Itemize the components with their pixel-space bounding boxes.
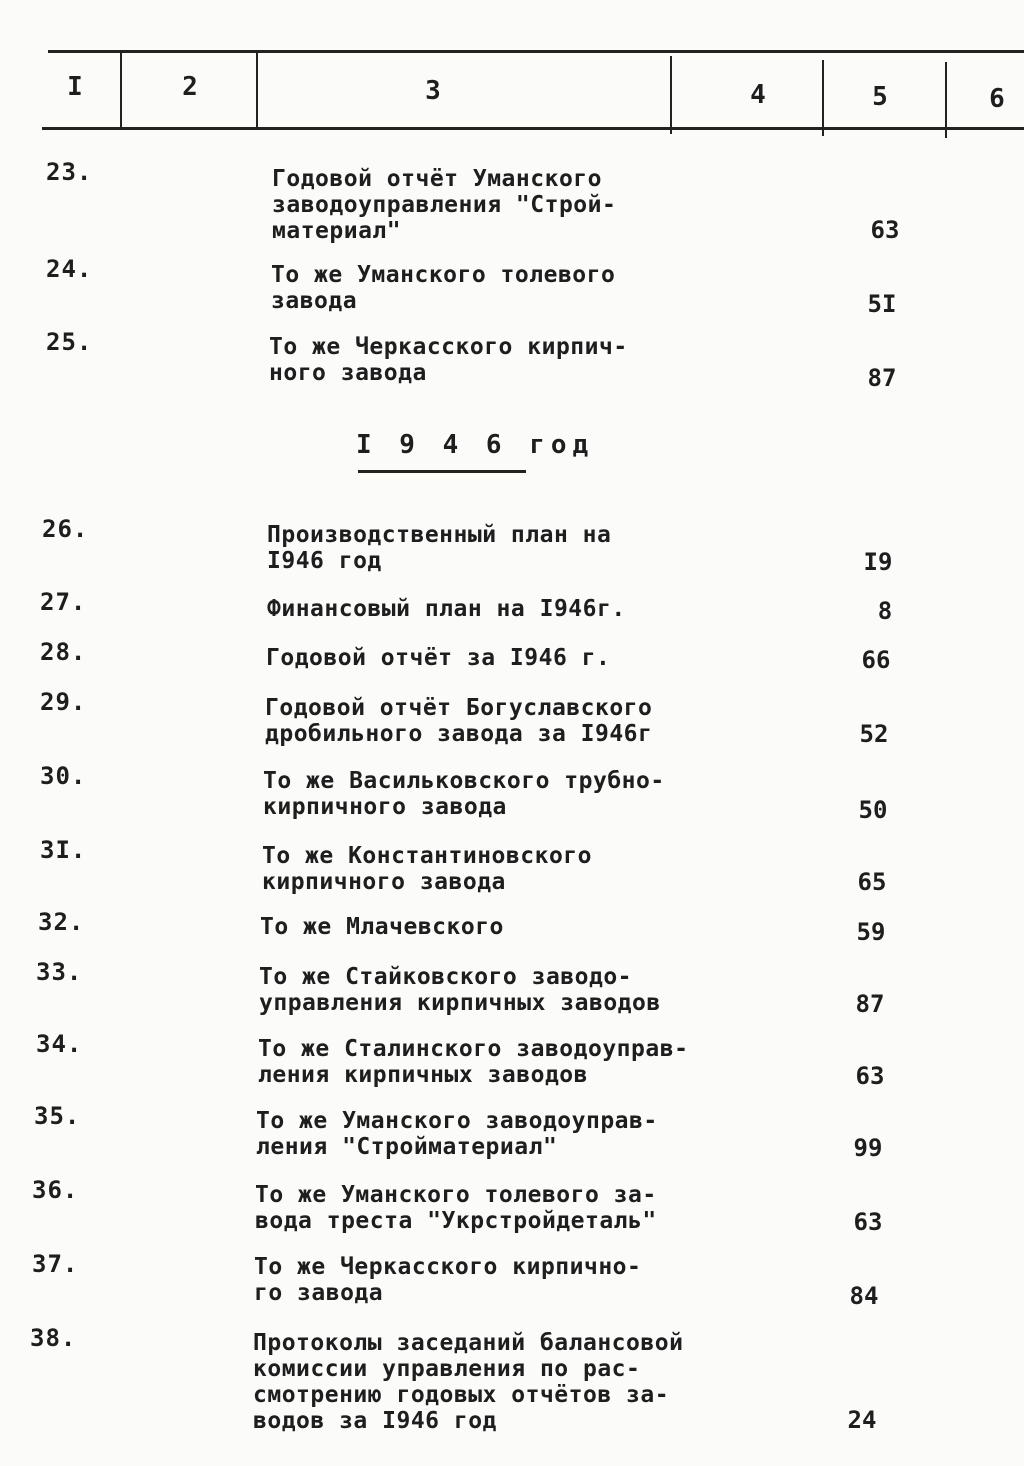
entry-pages: 59 <box>856 918 886 946</box>
header-divider-1 <box>120 52 122 128</box>
header-divider-5 <box>945 62 947 138</box>
entry-pages: 52 <box>859 720 889 748</box>
entry-title: То же Уманского толевого за- вода треста "Укрстройдеталь" <box>255 1182 657 1234</box>
entry-title: То же Сталинского заводоуправ- ления кирпичных заводов <box>258 1036 689 1088</box>
entry-number: 33. <box>36 958 83 986</box>
entry-pages: 24 <box>847 1406 877 1434</box>
year-heading-underline <box>358 470 526 473</box>
entry-number: 27. <box>40 588 87 616</box>
entry-pages: 8 <box>877 597 893 625</box>
entry-number: 24. <box>46 255 93 283</box>
entry-title: Годовой отчёт за I946 г. <box>266 645 611 671</box>
entry-pages: 87 <box>855 990 885 1018</box>
entry-title: То же Черкасского кирпич- ного завода <box>269 334 628 386</box>
entry-pages: 65 <box>857 868 887 896</box>
entry-title: Производственный план на I946 год <box>267 522 612 574</box>
entry-title: Протоколы заседаний балансовой комиссии управления по рас- смотрению годовых отчётов за- водов за I946 год <box>253 1330 684 1434</box>
entry-title: То же Черкасского кирпично- го завода <box>254 1254 642 1306</box>
entry-title: То же Уманского толевого завода <box>271 262 616 314</box>
entry-pages: 63 <box>870 216 900 244</box>
entry-number: 35. <box>34 1102 81 1130</box>
entry-number: 36. <box>32 1176 79 1204</box>
column-header-6: 6 <box>989 84 1005 114</box>
entry-title: То же Стайковского заводо- управления кирпичных заводов <box>259 964 661 1016</box>
entry-number: 23. <box>46 158 93 186</box>
header-divider-3 <box>670 56 672 134</box>
column-header-2: 2 <box>182 72 198 102</box>
entry-number: 3I. <box>40 836 87 864</box>
entry-title: То же Васильковского трубно- кирпичного завода <box>263 768 665 820</box>
entry-pages: 50 <box>858 796 888 824</box>
entry-number: 30. <box>40 762 87 790</box>
entry-pages: 66 <box>861 646 891 674</box>
entry-number: 28. <box>40 638 87 666</box>
entry-number: 37. <box>32 1250 79 1278</box>
entry-number: 25. <box>46 328 93 356</box>
entry-number: 26. <box>42 515 89 543</box>
entry-pages: I9 <box>863 548 893 576</box>
entry-title: Годовой отчёт Уманского заводоуправления "Строй- материал" <box>272 166 617 244</box>
entry-number: 32. <box>38 908 85 936</box>
entry-number: 34. <box>36 1030 83 1058</box>
entry-title: Финансовый план на I946г. <box>267 596 626 622</box>
entry-pages: 63 <box>853 1208 883 1236</box>
entry-number: 29. <box>40 688 87 716</box>
column-header-1: I <box>67 72 83 102</box>
entry-number: 38. <box>30 1324 77 1352</box>
entry-title: То же Константиновского кирпичного завода <box>262 843 592 895</box>
column-header-3: 3 <box>425 76 441 106</box>
header-divider-4 <box>822 60 824 136</box>
header-bottom-rule <box>42 127 1024 130</box>
entry-pages: 84 <box>849 1282 879 1310</box>
entry-pages: 87 <box>867 364 897 392</box>
entry-pages: 5I <box>867 290 897 318</box>
entry-pages: 63 <box>855 1062 885 1090</box>
entry-title: То же Млачевского <box>260 914 504 940</box>
column-header-5: 5 <box>872 82 888 112</box>
entry-title: То же Уманского заводоуправ- ления "Стройматериал" <box>256 1108 658 1160</box>
header-divider-2 <box>256 52 258 130</box>
entry-title: Годовой отчёт Богуславского дробильного завода за I946г <box>265 695 653 747</box>
header-top-rule <box>48 50 1024 53</box>
year-heading: I 9 4 6 год <box>356 430 595 460</box>
column-header-4: 4 <box>750 80 766 110</box>
entry-pages: 99 <box>853 1134 883 1162</box>
